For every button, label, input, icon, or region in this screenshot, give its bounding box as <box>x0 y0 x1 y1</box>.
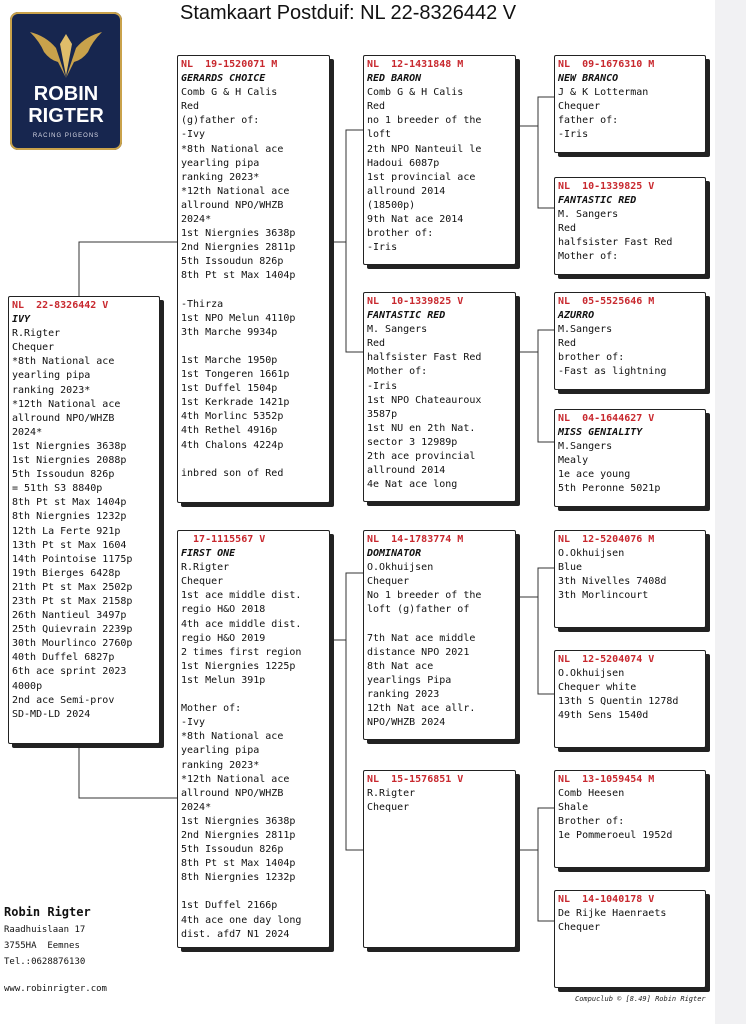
pedigree-line: 14th Pointoise 1175p <box>12 553 133 565</box>
ring-number: NL 13-1059454 M <box>558 774 655 785</box>
pedigree-line: *8th National ace <box>12 356 115 368</box>
pedigree-line: = 51th S3 8840p <box>12 483 103 495</box>
pedigree-line: 8th Nat ace <box>367 660 434 672</box>
pedigree-line: Comb G & H Calis <box>367 87 464 99</box>
great-grandparent-card <box>554 55 706 153</box>
pedigree-line: 8th Niergnies 1232p <box>181 872 296 884</box>
ring-number: NL 12-1431848 M <box>367 59 464 70</box>
pigeon-name: DOMINATOR <box>367 548 422 560</box>
ring-number: NL 12-5204074 V <box>558 654 655 665</box>
pedigree-line: SD-MD-LD 2024 <box>12 708 91 720</box>
pedigree-line: ranking 2023* <box>181 171 260 183</box>
pedigree-line: *12th National ace <box>181 185 290 197</box>
pedigree-line: -Iris <box>367 242 398 254</box>
pedigree-line: -Iris <box>367 380 398 392</box>
pedigree-line: 2nd ace Semi-prov <box>12 694 115 706</box>
sire-card <box>177 55 330 503</box>
pedigree-line: -Ivy <box>181 129 206 141</box>
pedigree-line: inbred son of Red <box>181 467 284 479</box>
breeder-city: 3755HA Eemnes <box>4 941 80 951</box>
pedigree-line: loft (g)father of <box>367 604 470 616</box>
pedigree-line: Comb Heesen <box>558 788 625 800</box>
pedigree-line: 8th Pt st Max 1404p <box>181 858 296 870</box>
pedigree-line: 1st Niergnies 3638p <box>181 228 296 240</box>
pedigree-line: 5th Issoudun 826p <box>12 469 115 481</box>
ring-number: NL 09-1676310 M <box>558 59 655 70</box>
grandsire-paternal-card <box>363 55 516 265</box>
pedigree-line: -Ivy <box>181 717 206 729</box>
ring-number: 17-1115567 V <box>181 534 266 545</box>
pedigree-line: 4th ace middle dist. <box>181 618 302 630</box>
pedigree-line: De Rijke Haenraets <box>558 908 667 920</box>
pedigree-line: brother of: <box>367 228 434 240</box>
pedigree-line: Chequer <box>367 802 410 814</box>
pedigree-line: Red <box>558 223 577 235</box>
pedigree-line: 4e Nat ace long <box>367 479 458 491</box>
pedigree-line: 1st Niergnies 3638p <box>181 815 296 827</box>
pedigree-line: R.Rigter <box>367 788 416 800</box>
pedigree-line: regio H&O 2019 <box>181 632 266 644</box>
pedigree-line: no 1 breeder of the <box>367 115 482 127</box>
ring-number: NL 14-1040178 V <box>558 894 655 905</box>
breeder-phone: Tel.:0628876130 <box>4 957 86 967</box>
subject-card <box>8 296 160 744</box>
granddam-maternal-card <box>363 770 516 948</box>
pedigree-line: 19th Bierges 6428p <box>12 567 121 579</box>
pedigree-line: 4th Chalons 4224p <box>181 439 284 451</box>
pedigree-line: 30th Mourlinco 2760p <box>12 638 133 650</box>
pigeon-name: AZURRO <box>558 310 595 322</box>
great-grandparent-card <box>554 890 706 988</box>
pedigree-line: 25th Quievrain 2239p <box>12 624 133 636</box>
pedigree-line: 5th Issoudun 826p <box>181 256 284 268</box>
pedigree-line: 4th Morlinc 5352p <box>181 411 284 423</box>
pedigree-line: 1st Duffel 1504p <box>181 383 278 395</box>
pedigree-line: 4000p <box>12 680 43 692</box>
pedigree-line: sector 3 12989p <box>367 436 458 448</box>
pedigree-line: 4th ace one day long <box>181 914 302 926</box>
pedigree-line: 1st NPO Chateauroux <box>367 394 482 406</box>
software-credit: Compuclub © [8.49] Robin Rigter <box>575 995 706 1003</box>
pedigree-line: allround NPO/WHZB <box>12 412 115 424</box>
pigeon-name: NEW BRANCO <box>558 73 619 85</box>
pedigree-line: yearlings Pipa <box>367 674 452 686</box>
ring-number: NL 14-1783774 M <box>367 534 464 545</box>
pedigree-line: No 1 breeder of the <box>367 590 482 602</box>
pedigree-line: 1st Niergnies 3638p <box>12 440 127 452</box>
pedigree-line: 1st NPO Melun 4110p <box>181 312 296 324</box>
pedigree-line: O.Okhuijsen <box>558 548 625 560</box>
pedigree-line <box>367 618 511 632</box>
pedigree-line <box>181 688 325 702</box>
pedigree-line: 2nd Niergnies 2811p <box>181 829 296 841</box>
pedigree-line: 1st Niergnies 1225p <box>181 660 296 672</box>
pedigree-line: 23th Pt st Max 2158p <box>12 595 133 607</box>
pedigree-line: 2th NPO Nanteuil le <box>367 143 482 155</box>
pedigree-line: 8th Pt st Max 1404p <box>12 497 127 509</box>
pedigree-line: *8th National ace <box>181 143 284 155</box>
pedigree-line: Mother of: <box>367 366 428 378</box>
great-grandparent-card <box>554 177 706 275</box>
pedigree-line: (18500p) <box>367 199 416 211</box>
pedigree-line <box>181 453 325 467</box>
ring-number: NL 12-5204076 M <box>558 534 655 545</box>
pedigree-line: 3th Morlincourt <box>558 590 649 602</box>
pedigree-line: 2024* <box>181 214 212 226</box>
pigeon-name: FANTASTIC RED <box>367 310 446 322</box>
pedigree-line: Chequer <box>558 101 601 113</box>
pedigree-line: -Thirza <box>181 298 224 310</box>
pedigree-line: R.Rigter <box>12 328 61 340</box>
grandsire-maternal-card <box>363 530 516 740</box>
pedigree-line: yearling pipa <box>181 157 260 169</box>
pedigree-line: Mother of: <box>181 703 242 715</box>
pedigree-line: Chequer white <box>558 682 637 694</box>
pedigree-line: 1st Melun 391p <box>181 674 266 686</box>
pedigree-line: 21th Pt st Max 2502p <box>12 581 133 593</box>
ring-number: NL 05-5525646 M <box>558 296 655 307</box>
pedigree-line: Brother of: <box>558 816 625 828</box>
pedigree-line: R.Rigter <box>181 562 230 574</box>
page-title: Stamkaart Postduif: NL 22-8326442 V <box>180 2 517 24</box>
pedigree-line: 1st Duffel 2166p <box>181 900 278 912</box>
pedigree-line: J & K Lotterman <box>558 87 649 99</box>
pedigree-line: 2024* <box>181 801 212 813</box>
pedigree-line: O.Okhuijsen <box>367 562 434 574</box>
pedigree-line: yearling pipa <box>181 745 260 757</box>
pedigree-line: *8th National ace <box>181 731 284 743</box>
pedigree-line: 8th Pt st Max 1404p <box>181 270 296 282</box>
pedigree-line: allround NPO/WHZB <box>181 199 284 211</box>
pedigree-line: 1st ace middle dist. <box>181 590 302 602</box>
pedigree-line: 1st Tongeren 1661p <box>181 369 290 381</box>
pedigree-line: 3587p <box>367 408 398 420</box>
pedigree-line: allround 2014 <box>367 465 446 477</box>
great-grandparent-card <box>554 650 706 748</box>
pedigree-line: Red <box>367 338 386 350</box>
ring-number: NL 19-1520071 M <box>181 59 278 70</box>
pedigree-line: 2024* <box>12 426 43 438</box>
great-grandparent-card <box>554 292 706 390</box>
pedigree-line: M. Sangers <box>367 324 428 336</box>
pedigree-line: 49th Sens 1540d <box>558 710 649 722</box>
pedigree-line: 7th Nat ace middle <box>367 632 476 644</box>
pedigree-line: 9th Nat ace 2014 <box>367 214 464 226</box>
pedigree-line: Shale <box>558 802 589 814</box>
pedigree-line: 1st NU en 2th Nat. <box>367 422 476 434</box>
pedigree-line: O.Okhuijsen <box>558 668 625 680</box>
pedigree-line: 5th Peronne 5021p <box>558 483 661 495</box>
pigeon-name: MISS GENIALITY <box>558 427 643 439</box>
pedigree-line: 2 times first region <box>181 646 302 658</box>
pedigree-line: Hadoui 6087p <box>367 157 440 169</box>
pedigree-line: 3th Nivelles 7408d <box>558 576 667 588</box>
pedigree-line <box>181 340 325 354</box>
pedigree-line: loft <box>367 129 392 141</box>
pedigree-line: Red <box>558 338 577 350</box>
pedigree-line: brother of: <box>558 352 625 364</box>
pedigree-line: 2th ace provincial <box>367 451 476 463</box>
pedigree-line: dist. afd7 N1 2024 <box>181 928 290 940</box>
pedigree-line: *12th National ace <box>12 398 121 410</box>
pedigree-line: halfsister Fast Red <box>558 237 673 249</box>
pedigree-line: Chequer <box>181 576 224 588</box>
pedigree-line: allround 2014 <box>367 185 446 197</box>
pedigree-line: *12th National ace <box>181 773 290 785</box>
breeder-name: Robin Rigter <box>4 905 91 919</box>
pedigree-line: Mealy <box>558 455 589 467</box>
pedigree-line: 1st Kerkrade 1421p <box>181 397 290 409</box>
pedigree-line <box>181 885 325 899</box>
pigeon-name: GERARDS CHOICE <box>181 73 266 85</box>
pedigree-line: 4th Rethel 4916p <box>181 425 278 437</box>
pedigree-line: M.Sangers <box>558 441 613 453</box>
pedigree-line: 26th Nantieul 3497p <box>12 610 127 622</box>
pedigree-line: regio H&O 2018 <box>181 604 266 616</box>
pedigree-line: 6th ace sprint 2023 <box>12 666 127 678</box>
dam-card <box>177 530 330 948</box>
pedigree-line: ranking 2023* <box>12 384 91 396</box>
pedigree-line: yearling pipa <box>12 370 91 382</box>
great-grandparent-card <box>554 409 706 507</box>
pedigree-line: 1st Niergnies 2088p <box>12 455 127 467</box>
pedigree-line: 2nd Niergnies 2811p <box>181 242 296 254</box>
pedigree-line: -Fast as lightning <box>558 366 667 378</box>
breeder-website[interactable]: www.robinrigter.com <box>4 984 107 994</box>
great-grandparent-card <box>554 770 706 868</box>
pedigree-line: M.Sangers <box>558 324 613 336</box>
ring-number: NL 10-1339825 V <box>367 296 464 307</box>
breeder-street: Raadhuislaan 17 <box>4 925 86 935</box>
pedigree-line: 12th La Ferte 921p <box>12 525 121 537</box>
pedigree-line: Red <box>181 101 200 113</box>
ring-number: NL 04-1644627 V <box>558 413 655 424</box>
pedigree-line: halfsister Fast Red <box>367 352 482 364</box>
pigeon-name: FIRST ONE <box>181 548 236 560</box>
logo-text-line1: ROBIN <box>33 83 99 105</box>
pedigree-line: M. Sangers <box>558 209 619 221</box>
pedigree-line: 1e Pommeroeul 1952d <box>558 830 673 842</box>
logo-text-line2: RIGTER <box>28 105 104 127</box>
pedigree-line: -Iris <box>558 129 589 141</box>
pigeon-name: RED BARON <box>367 73 422 85</box>
pedigree-line: (g)father of: <box>181 115 260 127</box>
logo-tagline: RACING PIGEONS <box>32 133 100 139</box>
pedigree-line: 13th S Quentin 1278d <box>558 696 679 708</box>
pedigree-line: ranking 2023* <box>181 759 260 771</box>
ring-number: NL 22-8326442 V <box>12 300 109 311</box>
ring-number: NL 15-1576851 V <box>367 774 464 785</box>
pedigree-line: 3th Marche 9934p <box>181 326 278 338</box>
pigeon-name: IVY <box>12 314 31 326</box>
pedigree-line: 8th Niergnies 1232p <box>12 511 127 523</box>
pedigree-line: 1st Marche 1950p <box>181 354 278 366</box>
great-grandparent-card <box>554 530 706 628</box>
pedigree-line: 1st provincial ace <box>367 171 476 183</box>
pedigree-line: 5th Issoudun 826p <box>181 844 284 856</box>
pedigree-line: NPO/WHZB 2024 <box>367 717 446 729</box>
pedigree-line: father of: <box>558 115 619 127</box>
pedigree-line: ranking 2023 <box>367 689 440 701</box>
pedigree-line: allround NPO/WHZB <box>181 787 284 799</box>
ring-number: NL 10-1339825 V <box>558 181 655 192</box>
pigeon-name: FANTASTIC RED <box>558 195 637 207</box>
pedigree-line: Chequer <box>558 922 601 934</box>
pedigree-line: 12th Nat ace allr. <box>367 703 476 715</box>
pedigree-line: Red <box>367 101 386 113</box>
pedigree-line: Chequer <box>367 576 410 588</box>
pedigree-line: 13th Pt st Max 1604 <box>12 539 127 551</box>
pedigree-line <box>181 284 325 298</box>
pedigree-line: Blue <box>558 562 583 574</box>
pedigree-line: Mother of: <box>558 251 619 263</box>
pedigree-line: Comb G & H Calis <box>181 87 278 99</box>
pedigree-line: 40th Duffel 6827p <box>12 652 115 664</box>
pedigree-line: distance NPO 2021 <box>367 646 470 658</box>
pedigree-line: Chequer <box>12 342 55 354</box>
pedigree-line: 1e ace young <box>558 469 631 481</box>
granddam-paternal-card <box>363 292 516 502</box>
